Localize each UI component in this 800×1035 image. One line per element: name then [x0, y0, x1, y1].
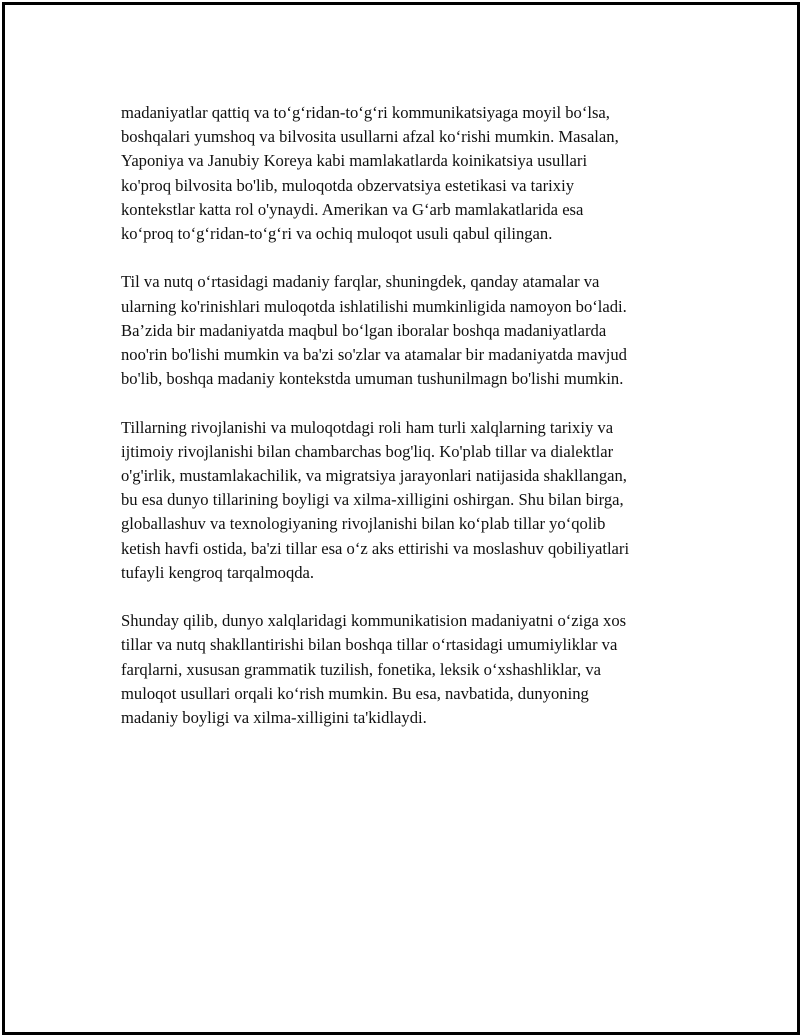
paragraph-2: [121, 270, 693, 391]
text-line: madaniyatlar qattiq va to‘g‘ridan-to‘g‘ri kommunikatsiyaga moyil bo‘lsa,: [121, 103, 610, 122]
text-line: bu esa dunyo tillarining boyligi va xilma-xilligini oshirgan. Shu bilan birga,: [121, 490, 624, 510]
text-line: muloqot usullari orqali ko‘rish mumkin. Bu esa, navbatida, dunyoning: [121, 683, 589, 703]
text-line: farqlarni, xususan grammatik tuzilish, fonetika, leksik o‘xshashliklar, va: [121, 659, 601, 679]
page-border: [2, 2, 800, 1035]
text-line: globallashuv va texnologiyaning rivojlanishi bilan ko‘plab tillar yo‘qolib: [121, 514, 606, 534]
document-body: [121, 101, 693, 754]
text-line: ularning ko'rinishlari muloqotda ishlatilishi mumkinligida namoyon bo‘ladi.: [121, 296, 627, 316]
text-line: Ba’zida bir madaniyatda maqbul bo‘lgan iboralar boshqa madaniyatlarda: [121, 320, 607, 340]
text-line: ko'proq bilvosita bo'lib, muloqotda obzervatsiya estetikasi va tarixiy: [121, 175, 574, 195]
text-line: Yaponiya va Janubiy Koreya kabi mamlakatlarda koinikatsiya usullari: [121, 151, 588, 171]
text-line: ko‘proq to‘g‘ridan-to‘g‘ri va ochiq muloqot usuli qabul qilingan.: [121, 224, 553, 244]
text-line: ijtimoiy rivojlanishi bilan chambarchas bog'liq. Ko'plab tillar va dialektlar: [121, 441, 614, 461]
text-line: noo'rin bo'lishi mumkin va ba'zi so'zlar va atamalar bir madaniyatda mavjud: [121, 345, 627, 365]
text-line: tillar va nutq shakllantirishi bilan boshqa tillar o‘rtasidagi umumiyliklar va: [121, 635, 618, 655]
text-line: kontekstlar katta rol o'ynaydi. Amerikan va G‘arb mamlakatlarida esa: [121, 199, 584, 219]
text-line: Til va nutq o‘rtasidagi madaniy farqlar, shuningdek, qanday atamalar va: [121, 272, 600, 292]
text-line: Shunday qilib, dunyo xalqlaridagi kommunikatision madaniyatni o‘ziga xos: [121, 611, 627, 631]
text-line: boshqalari yumshoq va bilvosita usullarni afzal ko‘rishi mumkin. Masalan,: [121, 127, 619, 147]
text-line: o'g'irlik, mustamlakachilik, va migratsiya jarayonlari natijasida shakllangan,: [121, 466, 627, 486]
paragraph-1: [121, 101, 693, 246]
text-line: tufayli kengroq tarqalmoqda.: [121, 562, 315, 582]
text-line: ketish havfi ostida, ba'zi tillar esa o‘z aks ettirishi va moslashuv qobiliyatlari: [121, 538, 630, 558]
text-line: bo'lib, boshqa madaniy kontekstda umuman tushunilmagn bo'lishi mumkin.: [121, 369, 624, 389]
text-line: madaniy boyligi va xilma-xilligini ta'kidlaydi.: [121, 708, 427, 728]
text-line: Tillarning rivojlanishi va muloqotdagi roli ham turli xalqlarning tarixiy va: [121, 417, 614, 437]
paragraph-3: [121, 416, 693, 585]
paragraph-4: [121, 609, 693, 730]
